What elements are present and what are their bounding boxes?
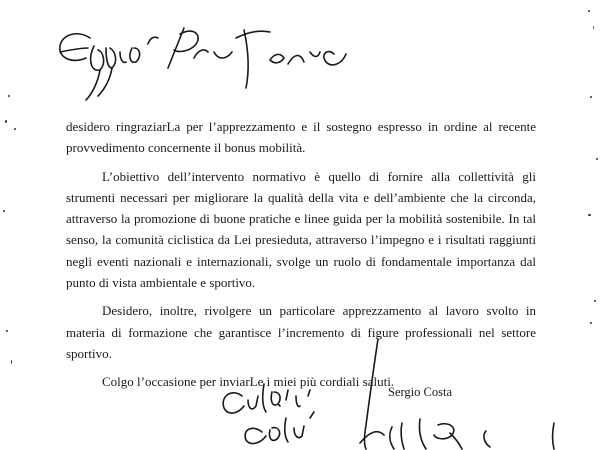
handwritten-signature — [340, 335, 600, 450]
paragraph-thanks: desidero ringraziarLa per l’apprezzamento e il sostegno espresso in ordine al recente provvedimento concernente il bonus mobilità. — [66, 119, 536, 156]
paragraph-regards: Colgo l’occasione per inviarLe i miei più cordiali saluti. — [102, 374, 395, 390]
signatory-name: Sergio Costa — [388, 385, 453, 399]
handwritten-salutation — [48, 8, 378, 103]
paragraph-appreciation: Desidero, inoltre, rivolgere un particolare apprezzamento al lavoro svolto in materia di formazione che garantisce l’incremento di figure professionali nel settore sportivo. — [66, 303, 536, 361]
paragraph-objective: L’obiettivo dell’intervento normativo è quello di fornire alla collettività gli strumenti necessari per migliorare la qualità della vita e dell’ambiente che la circonda, attraverso la promozione di buone pratiche e linee guida per la mobilità sostenibile. In tal senso, la comunità ciclistica da Lei presieduta, attraverso l’impegno e i risultati raggiunti negli eventi nazionali e internazionali, svolge un ruolo di fondamentale importanza dal punto di vista ambientale e sportivo. — [66, 168, 536, 291]
